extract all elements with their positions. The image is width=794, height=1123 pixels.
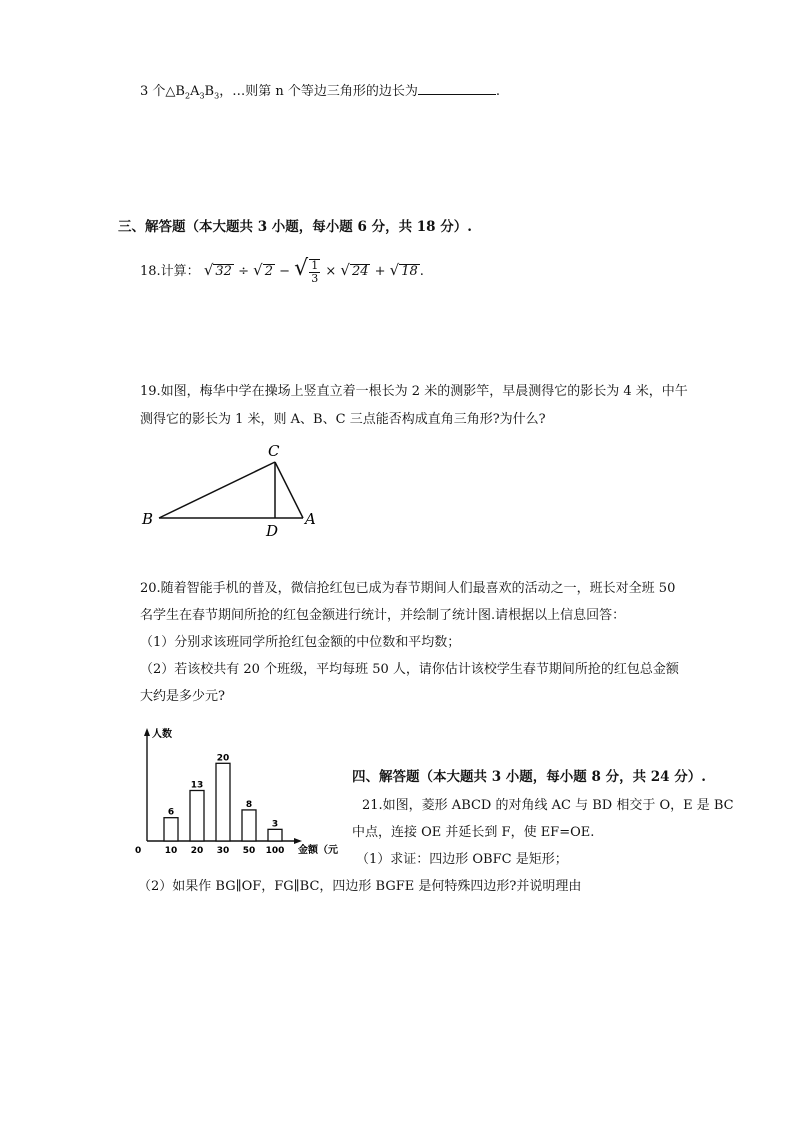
bar-100 xyxy=(268,829,282,841)
sqrt-symbol: √ xyxy=(340,261,350,279)
section-4-heading: 四、解答题（本大题共 3 小题，每小题 8 分，共 24 分）. xyxy=(352,769,706,785)
q20-line-3: （1）分别求该班同学所抢红包金额的中位数和平均数； xyxy=(140,635,461,650)
q19-line-1: 19.如图，梅华中学在操场上竖直立着一根长为 2 米的测影竿，早晨测得它的影长为 4 米，中午 xyxy=(140,384,688,399)
label-b: B xyxy=(142,510,154,528)
sqrt-symbol: √ xyxy=(294,256,309,281)
times-sign: × xyxy=(325,264,337,279)
bar-value-label-30: 20 xyxy=(216,753,230,764)
q17-end: . xyxy=(495,84,500,99)
y-axis-label: 人数 xyxy=(152,729,172,740)
q20-line-5: 大约是多少元? xyxy=(140,689,225,704)
radicand-24: 24 xyxy=(351,264,369,279)
q17-sub-2: 3 xyxy=(199,91,205,101)
q17-prefix: 3 个△B xyxy=(140,84,185,99)
fraction-one-third xyxy=(309,259,320,285)
x-tick-label-10: 10 xyxy=(164,846,178,856)
q17-mid-1: A xyxy=(190,84,200,99)
q17-mid-2: B xyxy=(204,84,215,99)
x-tick-label-100: 100 xyxy=(265,846,285,856)
label-a: A xyxy=(305,510,316,528)
q17-suffix: ，…则第 n 个等边三角形的边长为 xyxy=(219,84,418,99)
origin-label: 0 xyxy=(135,846,142,856)
q21-line-2: 中点，连接 OE 并延长到 F，使 EF=OE. xyxy=(352,825,595,840)
bar-value-label-20: 13 xyxy=(190,780,204,791)
segment-ca xyxy=(275,462,303,518)
bar-20 xyxy=(190,791,204,842)
answer-blank[interactable] xyxy=(418,82,496,95)
x-tick-label-50: 50 xyxy=(242,846,256,856)
section-3-heading: 三、解答题（本大题共 3 小题，每小题 6 分，共 18 分）. xyxy=(118,219,472,235)
bar-10 xyxy=(164,818,178,841)
q20-line-4: （2）若该校共有 20 个班级，平均每班 50 人，请你估计该校学生春节期间所抢的红包总金额 xyxy=(140,662,679,677)
x-axis-label: 金额（元 xyxy=(298,845,338,856)
segment-bc xyxy=(159,462,275,518)
fraction-numerator: 1 xyxy=(311,258,319,272)
fraction-denominator: 3 xyxy=(311,271,319,285)
label-d: D xyxy=(266,522,279,540)
bar-value-label-100: 3 xyxy=(271,819,279,830)
q18-end: . xyxy=(419,264,424,279)
radicand-32: 32 xyxy=(215,264,232,279)
q20-line-2: 名学生在春节期间所抢的红包金额进行统计，并绘制了统计图.请根据以上信息回答： xyxy=(140,608,626,623)
sqrt-symbol: √ xyxy=(203,261,214,279)
radicand-2: 2 xyxy=(264,264,273,279)
bar-30 xyxy=(216,763,230,841)
q18-expression xyxy=(140,254,424,287)
q17-sub-3: 3 xyxy=(214,91,220,101)
q17-sub-1: 2 xyxy=(184,91,191,101)
bar-chart xyxy=(132,720,344,860)
divide-sign: ÷ xyxy=(238,264,249,279)
q20-line-1: 20.随着智能手机的普及，微信抢红包已成为春节期间人们最喜欢的活动之一，班长对全班 50 xyxy=(140,581,676,596)
x-tick-label-20: 20 xyxy=(190,846,204,856)
bar-50 xyxy=(242,810,256,841)
minus-sign: − xyxy=(279,264,291,279)
q17-tail-line xyxy=(140,82,500,106)
q18-label: 18.计算： xyxy=(140,264,200,279)
bar-value-label-50: 8 xyxy=(245,799,253,810)
bar-value-label-10: 6 xyxy=(167,807,175,818)
label-c: C xyxy=(268,442,280,460)
q21-line-4: （2）如果作 BG∥OF，FG∥BC，四边形 BGFE 是何特殊四边形?并说明理由 xyxy=(138,879,582,894)
q21-line-1: 21.如图，菱形 ABCD 的对角线 AC 与 BD 相交于 O，E 是 BC xyxy=(362,798,734,813)
sqrt-symbol: √ xyxy=(253,261,263,279)
q19-line-2: 测得它的影长为 1 米，则 A、B、C 三点能否构成直角三角形?为什么? xyxy=(140,412,546,427)
sqrt-symbol: √ xyxy=(389,261,400,279)
x-tick-label-30: 30 xyxy=(216,846,230,856)
triangle-figure xyxy=(138,440,358,540)
plus-sign: + xyxy=(374,264,386,279)
y-axis-arrow xyxy=(144,728,150,736)
radicand-18: 18 xyxy=(401,264,418,279)
q21-line-3: （1）求证：四边形 OBFC 是矩形； xyxy=(356,852,568,867)
x-axis-arrow xyxy=(294,838,302,844)
